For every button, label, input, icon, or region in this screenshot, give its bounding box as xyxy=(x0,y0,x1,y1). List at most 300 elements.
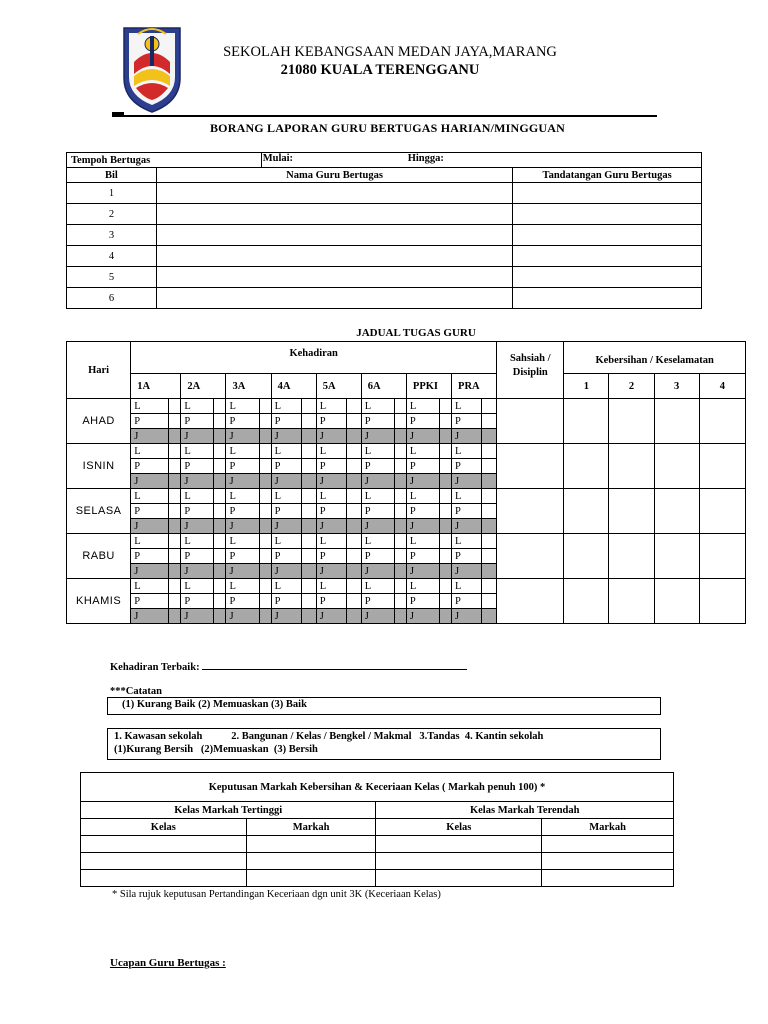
mark-box[interactable] xyxy=(214,444,226,459)
kebersihan-cell[interactable] xyxy=(609,444,654,489)
catatan-scale: (1) Kurang Baik (2) Memuaskan (3) Baik xyxy=(122,699,307,710)
mark-label: L xyxy=(452,489,482,504)
duty-row xyxy=(67,225,702,246)
mark-label: L xyxy=(316,579,346,594)
mark-label: P xyxy=(226,549,259,564)
kebersihan-cell[interactable] xyxy=(654,579,699,624)
mark-box[interactable] xyxy=(214,489,226,504)
mark-box[interactable] xyxy=(301,489,316,504)
sahsiah-label: Sahsiah / xyxy=(509,353,551,364)
keb-col-header: 3 xyxy=(654,374,699,399)
mark-label: L xyxy=(271,579,301,594)
mark-box[interactable] xyxy=(346,429,361,444)
mark-label: P xyxy=(181,504,214,519)
mark-box[interactable] xyxy=(394,549,406,564)
mark-label: L xyxy=(316,444,346,459)
bil-cell: 2 xyxy=(67,204,157,225)
schedule-row xyxy=(67,399,746,414)
mark-box[interactable] xyxy=(440,399,452,414)
mark-box[interactable] xyxy=(259,459,271,474)
nama-cell[interactable] xyxy=(156,204,512,225)
mark-label: J xyxy=(181,564,214,579)
mark-label: P xyxy=(226,594,259,609)
kebersihan-cell[interactable] xyxy=(564,489,609,534)
mark-label: J xyxy=(316,519,346,534)
kebersihan-cell[interactable] xyxy=(699,399,745,444)
marks-cell[interactable] xyxy=(81,853,247,870)
mark-box[interactable] xyxy=(346,459,361,474)
mark-label: P xyxy=(406,549,439,564)
mark-label: P xyxy=(316,504,346,519)
mark-label: P xyxy=(181,414,214,429)
kebersihan-cell[interactable] xyxy=(609,534,654,579)
mark-box[interactable] xyxy=(440,444,452,459)
schedule-row xyxy=(67,579,746,594)
mark-box[interactable] xyxy=(440,504,452,519)
tandatangan-cell[interactable] xyxy=(513,225,702,246)
mark-box[interactable] xyxy=(169,564,181,579)
mark-label: P xyxy=(452,414,482,429)
mark-label: P xyxy=(361,459,394,474)
mark-box[interactable] xyxy=(169,474,181,489)
mark-box[interactable] xyxy=(301,399,316,414)
day-cell: SELASA xyxy=(67,489,131,534)
kebersihan-cell[interactable] xyxy=(609,399,654,444)
kehadiran-terbaik-field[interactable] xyxy=(202,659,467,670)
class-header: PRA xyxy=(452,374,497,399)
mark-label: J xyxy=(131,519,169,534)
mark-label: P xyxy=(406,594,439,609)
mark-label: L xyxy=(226,444,259,459)
mark-box[interactable] xyxy=(301,519,316,534)
mark-label: J xyxy=(226,429,259,444)
mark-label: L xyxy=(181,489,214,504)
mark-label: J xyxy=(181,429,214,444)
kebersihan-cell[interactable] xyxy=(564,534,609,579)
mark-label: P xyxy=(452,459,482,474)
duty-row xyxy=(67,183,702,204)
mark-label: P xyxy=(271,414,301,429)
mark-box[interactable] xyxy=(346,594,361,609)
kebersihan-cell[interactable] xyxy=(654,399,699,444)
nama-cell[interactable] xyxy=(156,246,512,267)
mark-label: J xyxy=(452,474,482,489)
mark-label: J xyxy=(406,429,439,444)
mark-label: P xyxy=(181,459,214,474)
mark-box[interactable] xyxy=(482,534,497,549)
kebersihan-cell[interactable] xyxy=(699,534,745,579)
mark-box[interactable] xyxy=(346,444,361,459)
marks-cell[interactable] xyxy=(246,836,376,853)
day-cell: ISNIN xyxy=(67,444,131,489)
reference-note: * Sila rujuk keputusan Pertandingan Keceriaan dgn unit 3K (Keceriaan Kelas) xyxy=(112,889,441,900)
mark-label: L xyxy=(271,444,301,459)
kebersihan-cell[interactable] xyxy=(609,489,654,534)
mark-box[interactable] xyxy=(169,549,181,564)
mark-box[interactable] xyxy=(214,594,226,609)
schedule-subheader-row xyxy=(67,374,746,399)
mark-label: L xyxy=(361,534,394,549)
mark-box[interactable] xyxy=(482,504,497,519)
kebersihan-cell[interactable] xyxy=(654,489,699,534)
schedule-row xyxy=(67,534,746,549)
sahsiah-cell[interactable] xyxy=(497,534,564,579)
mark-box[interactable] xyxy=(440,519,452,534)
kebersihan-header: Kebersihan / Keselamatan xyxy=(564,342,746,374)
mark-box[interactable] xyxy=(440,414,452,429)
bil-cell: 6 xyxy=(67,288,157,309)
mark-box[interactable] xyxy=(482,444,497,459)
nama-cell[interactable] xyxy=(156,183,512,204)
marks-cell[interactable] xyxy=(81,870,247,887)
mark-box[interactable] xyxy=(346,399,361,414)
tandatangan-cell[interactable] xyxy=(513,183,702,204)
mark-box[interactable] xyxy=(301,549,316,564)
mark-box[interactable] xyxy=(440,474,452,489)
mark-box[interactable] xyxy=(259,504,271,519)
mark-label: J xyxy=(316,564,346,579)
mark-label: P xyxy=(271,504,301,519)
mark-label: L xyxy=(226,399,259,414)
mark-box[interactable] xyxy=(169,489,181,504)
mark-box[interactable] xyxy=(482,609,497,624)
mark-box[interactable] xyxy=(259,534,271,549)
mark-box[interactable] xyxy=(259,444,271,459)
mark-box[interactable] xyxy=(482,519,497,534)
mark-label: J xyxy=(271,519,301,534)
bil-header: Bil xyxy=(67,168,157,183)
mark-label: P xyxy=(316,549,346,564)
sahsiah-cell[interactable] xyxy=(497,444,564,489)
mark-label: J xyxy=(181,519,214,534)
mark-box[interactable] xyxy=(259,489,271,504)
class-header: PPKI xyxy=(406,374,451,399)
mark-box[interactable] xyxy=(169,519,181,534)
kebersihan-cell[interactable] xyxy=(564,579,609,624)
kebersihan-cell[interactable] xyxy=(699,444,745,489)
mark-box[interactable] xyxy=(301,444,316,459)
tandatangan-cell[interactable] xyxy=(513,288,702,309)
mark-label: J xyxy=(271,564,301,579)
mark-label: P xyxy=(271,594,301,609)
mark-box[interactable] xyxy=(482,579,497,594)
marks-table xyxy=(80,772,674,887)
mark-box[interactable] xyxy=(169,504,181,519)
school-crest-logo xyxy=(120,22,184,114)
mark-label: L xyxy=(361,489,394,504)
mark-label: J xyxy=(406,519,439,534)
kebersihan-cell[interactable] xyxy=(699,489,745,534)
mark-label: J xyxy=(316,474,346,489)
mark-label: P xyxy=(226,459,259,474)
mark-label: P xyxy=(316,414,346,429)
mark-box[interactable] xyxy=(346,414,361,429)
kebersihan-cell[interactable] xyxy=(654,534,699,579)
period-cell[interactable] xyxy=(261,153,701,168)
mark-box[interactable] xyxy=(259,579,271,594)
marks-cell[interactable] xyxy=(542,836,674,853)
tempoh-label: Tempoh Bertugas xyxy=(67,153,262,168)
kehadiran-terbaik xyxy=(110,659,467,673)
nama-cell[interactable] xyxy=(156,225,512,246)
mark-box[interactable] xyxy=(214,519,226,534)
mark-label: L xyxy=(316,489,346,504)
mark-box[interactable] xyxy=(259,429,271,444)
kebersihan-cell[interactable] xyxy=(609,579,654,624)
mark-box[interactable] xyxy=(301,429,316,444)
marks-cell[interactable] xyxy=(376,853,542,870)
disiplin-label: Disiplin xyxy=(512,367,548,378)
kebersihan-cell[interactable] xyxy=(564,399,609,444)
mark-box[interactable] xyxy=(482,459,497,474)
sahsiah-cell[interactable] xyxy=(497,489,564,534)
mark-label: L xyxy=(361,444,394,459)
bil-cell: 1 xyxy=(67,183,157,204)
mark-box[interactable] xyxy=(482,414,497,429)
highest-header: Kelas Markah Tertinggi xyxy=(81,802,376,819)
mark-box[interactable] xyxy=(214,579,226,594)
mark-box[interactable] xyxy=(301,594,316,609)
mark-box[interactable] xyxy=(482,549,497,564)
mark-label: L xyxy=(226,534,259,549)
mark-box[interactable] xyxy=(259,609,271,624)
tandatangan-header: Tandatangan Guru Bertugas xyxy=(513,168,702,183)
mulai-label: Mulai: xyxy=(262,153,294,164)
mark-box[interactable] xyxy=(169,429,181,444)
mark-box[interactable] xyxy=(482,399,497,414)
mark-box[interactable] xyxy=(301,579,316,594)
mark-box[interactable] xyxy=(169,414,181,429)
marks-cell[interactable] xyxy=(542,870,674,887)
class-header: 3A xyxy=(226,374,271,399)
mark-box[interactable] xyxy=(440,609,452,624)
mark-label: L xyxy=(131,579,169,594)
mark-label: P xyxy=(452,594,482,609)
mark-label: P xyxy=(361,414,394,429)
mark-box[interactable] xyxy=(214,429,226,444)
mark-label: L xyxy=(406,534,439,549)
mark-label: L xyxy=(406,489,439,504)
mark-box[interactable] xyxy=(214,534,226,549)
mark-box[interactable] xyxy=(259,399,271,414)
mark-label: L xyxy=(271,489,301,504)
mark-box[interactable] xyxy=(169,399,181,414)
mark-box[interactable] xyxy=(346,474,361,489)
bil-cell: 4 xyxy=(67,246,157,267)
mark-box[interactable] xyxy=(301,459,316,474)
mark-box[interactable] xyxy=(346,489,361,504)
mark-box[interactable] xyxy=(346,549,361,564)
mark-box[interactable] xyxy=(440,429,452,444)
marks-cell[interactable] xyxy=(376,870,542,887)
mark-box[interactable] xyxy=(440,549,452,564)
mark-box[interactable] xyxy=(394,564,406,579)
mark-box[interactable] xyxy=(394,474,406,489)
mark-box[interactable] xyxy=(301,534,316,549)
mark-label: J xyxy=(226,609,259,624)
class-header: 1A xyxy=(131,374,181,399)
mark-label: J xyxy=(452,519,482,534)
mark-box[interactable] xyxy=(214,459,226,474)
mark-label: J xyxy=(361,564,394,579)
mark-box[interactable] xyxy=(482,594,497,609)
mark-label: L xyxy=(406,444,439,459)
mark-label: J xyxy=(361,519,394,534)
mark-label: P xyxy=(452,549,482,564)
mark-box[interactable] xyxy=(394,399,406,414)
mark-box[interactable] xyxy=(394,459,406,474)
mark-box[interactable] xyxy=(169,534,181,549)
mark-label: J xyxy=(131,474,169,489)
kelas-header-low: Kelas xyxy=(376,819,542,836)
mark-label: J xyxy=(361,609,394,624)
mark-box[interactable] xyxy=(169,444,181,459)
mark-label: L xyxy=(131,534,169,549)
mark-box[interactable] xyxy=(482,489,497,504)
mark-label: P xyxy=(406,414,439,429)
mark-box[interactable] xyxy=(440,459,452,474)
mark-box[interactable] xyxy=(394,444,406,459)
kebersihan-cell[interactable] xyxy=(654,444,699,489)
mark-box[interactable] xyxy=(169,579,181,594)
mark-label: L xyxy=(226,489,259,504)
schedule-row xyxy=(67,444,746,459)
mark-label: L xyxy=(452,579,482,594)
mark-box[interactable] xyxy=(482,474,497,489)
mark-box[interactable] xyxy=(259,519,271,534)
marks-cell[interactable] xyxy=(542,853,674,870)
mark-box[interactable] xyxy=(169,594,181,609)
mark-label: L xyxy=(181,399,214,414)
mark-box[interactable] xyxy=(394,609,406,624)
mark-box[interactable] xyxy=(259,474,271,489)
markah-header-low: Markah xyxy=(542,819,674,836)
bil-cell: 3 xyxy=(67,225,157,246)
mark-box[interactable] xyxy=(346,504,361,519)
kehadiran-header: Kehadiran xyxy=(131,342,497,374)
mark-box[interactable] xyxy=(346,534,361,549)
mark-label: J xyxy=(361,429,394,444)
mark-box[interactable] xyxy=(440,564,452,579)
mark-box[interactable] xyxy=(346,579,361,594)
mark-box[interactable] xyxy=(346,519,361,534)
mark-label: L xyxy=(226,579,259,594)
kebersihan-cell[interactable] xyxy=(564,444,609,489)
nama-cell[interactable] xyxy=(156,288,512,309)
mark-box[interactable] xyxy=(440,579,452,594)
nama-header: Nama Guru Bertugas xyxy=(156,168,512,183)
mark-box[interactable] xyxy=(394,414,406,429)
mark-label: L xyxy=(361,579,394,594)
mark-label: L xyxy=(316,534,346,549)
mark-box[interactable] xyxy=(346,564,361,579)
mark-box[interactable] xyxy=(214,474,226,489)
tandatangan-cell[interactable] xyxy=(513,267,702,288)
mark-box[interactable] xyxy=(301,414,316,429)
mark-label: L xyxy=(271,399,301,414)
mark-box[interactable] xyxy=(214,564,226,579)
class-header: 5A xyxy=(316,374,361,399)
mark-label: L xyxy=(406,579,439,594)
marks-cell[interactable] xyxy=(376,836,542,853)
mark-box[interactable] xyxy=(482,564,497,579)
mark-label: P xyxy=(361,594,394,609)
mark-box[interactable] xyxy=(214,414,226,429)
mark-label: J xyxy=(452,429,482,444)
mark-box[interactable] xyxy=(394,429,406,444)
nama-cell[interactable] xyxy=(156,267,512,288)
mark-box[interactable] xyxy=(394,594,406,609)
mark-label: P xyxy=(131,549,169,564)
sahsiah-cell[interactable] xyxy=(497,399,564,444)
mark-box[interactable] xyxy=(394,519,406,534)
day-cell: AHAD xyxy=(67,399,131,444)
sahsiah-cell[interactable] xyxy=(497,579,564,624)
keb-col-header: 2 xyxy=(609,374,654,399)
mark-label: P xyxy=(131,504,169,519)
mark-box[interactable] xyxy=(214,504,226,519)
mark-label: P xyxy=(361,549,394,564)
ucapan-label: Ucapan Guru Bertugas : xyxy=(110,957,226,969)
mark-box[interactable] xyxy=(301,474,316,489)
mark-label: P xyxy=(226,414,259,429)
schedule-table xyxy=(66,341,746,624)
mark-box[interactable] xyxy=(394,489,406,504)
mark-box[interactable] xyxy=(394,534,406,549)
mark-label: J xyxy=(406,564,439,579)
mark-box[interactable] xyxy=(394,579,406,594)
mark-box[interactable] xyxy=(301,609,316,624)
catatan-title: ***Catatan xyxy=(110,686,162,697)
marks-cell[interactable] xyxy=(246,870,376,887)
duty-row xyxy=(67,204,702,225)
mark-box[interactable] xyxy=(346,609,361,624)
mark-box[interactable] xyxy=(259,564,271,579)
mark-box[interactable] xyxy=(259,414,271,429)
mark-box[interactable] xyxy=(440,594,452,609)
mark-box[interactable] xyxy=(440,489,452,504)
mark-box[interactable] xyxy=(169,459,181,474)
mark-box[interactable] xyxy=(440,534,452,549)
mark-box[interactable] xyxy=(259,594,271,609)
kebersihan-cell[interactable] xyxy=(699,579,745,624)
mark-label: L xyxy=(361,399,394,414)
mark-box[interactable] xyxy=(394,504,406,519)
tandatangan-cell[interactable] xyxy=(513,246,702,267)
mark-label: L xyxy=(181,444,214,459)
mark-box[interactable] xyxy=(214,609,226,624)
mark-label: L xyxy=(452,444,482,459)
marks-cell[interactable] xyxy=(246,853,376,870)
mark-label: L xyxy=(131,399,169,414)
school-address: 21080 KUALA TERENGGANU xyxy=(280,62,480,78)
mark-label: L xyxy=(316,399,346,414)
bil-cell: 5 xyxy=(67,267,157,288)
mark-box[interactable] xyxy=(169,609,181,624)
mark-box[interactable] xyxy=(301,564,316,579)
mark-box[interactable] xyxy=(214,399,226,414)
tandatangan-cell[interactable] xyxy=(513,204,702,225)
mark-box[interactable] xyxy=(259,549,271,564)
day-cell: KHAMIS xyxy=(67,579,131,624)
mark-box[interactable] xyxy=(301,504,316,519)
marks-cell[interactable] xyxy=(81,836,247,853)
catatan-areas-box xyxy=(107,728,661,760)
mark-box[interactable] xyxy=(214,549,226,564)
kehadiran-terbaik-label: Kehadiran Terbaik: xyxy=(110,662,200,673)
mark-label: J xyxy=(316,609,346,624)
mark-box[interactable] xyxy=(482,429,497,444)
